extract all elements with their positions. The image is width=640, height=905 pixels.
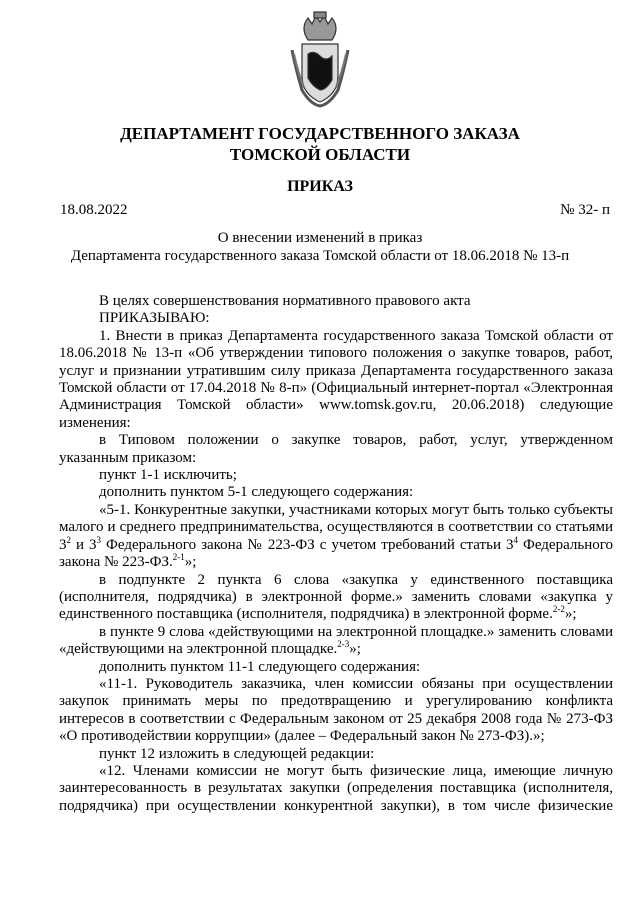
- document-body: [59, 293, 613, 815]
- paragraph: 1. Внести в приказ Департамента государственного заказа Томской области от 18.06.2018 № 13-п «Об утверждении типового положения о закупке товаров, работ, услуг и признании утратившим силу приказа Департамента государственного заказа Томской области от 17.04.2018 № 8-п» (Официальный интернет-портал «Электронная Администрация Томской области» www.tomsk.gov.ru, 20.06.2018) следующие изменения:: [59, 327, 613, 431]
- paragraph: «11-1. Руководитель заказчика, член комиссии обязаны при осуществлении закупок принимать меры по предотвращению и урегулированию конфликта интересов в соответствии с Федеральным законом от 25 декабря 2008 года № 273-ФЗ «О противодействии коррупции» (далее – Федеральный закон № 273-ФЗ).»;: [59, 675, 613, 745]
- paragraph: «5-1. Конкурентные закупки, участниками которых могут быть только субъекты малого и среднего предпринимательства, осуществляются в соответствии со статьями $3^2$ и $3^3$ Федерального закона № 223-ФЗ с учетом требований статьи $3^4$ Федерального закона № 223-ФЗ.$^{2-1}$»;: [59, 501, 614, 571]
- paragraph: в пункте 9 слова «действующими на электронной площадке.» заменить словами «действующими на электронной площадке.$^{2-3}$»;: [59, 623, 613, 658]
- subject-line2: Департамента государственного заказа Томской области от 18.06.2018 № 13-п: [70, 248, 570, 264]
- paragraph: пункт 1-1 исключить;: [99, 467, 237, 484]
- doc-number: № 32- п: [560, 202, 610, 218]
- org-name-line2: ТОМСКОЙ ОБЛАСТИ: [229, 145, 411, 164]
- paragraph: ПРИКАЗЫВАЮ:: [99, 310, 210, 327]
- paragraph: дополнить пунктом 5-1 следующего содержания:: [99, 484, 414, 501]
- paragraph: дополнить пунктом 11-1 следующего содержания:: [99, 658, 421, 675]
- coat-of-arms-icon: [290, 10, 350, 110]
- subject-line1: О внесении изменений в приказ: [217, 230, 423, 246]
- org-name-line1: ДЕПАРТАМЕНТ ГОСУДАРСТВЕННОГО ЗАКАЗА: [120, 124, 520, 143]
- paragraph: В целях совершенствования нормативного правового акта: [99, 293, 471, 309]
- doc-date: 18.08.2022: [60, 202, 128, 218]
- doc-type: ПРИКАЗ: [287, 178, 353, 195]
- paragraph: пункт 12 изложить в следующей редакции:: [99, 745, 375, 762]
- paragraph: в Типовом положении о закупке товаров, работ, услуг, утвержденном указанным приказом:: [59, 432, 613, 466]
- paragraph: «12. Членами комиссии не могут быть физические лица, имеющие личную заинтересованность в результатах закупки (определения поставщика (исполнителя, подрядчика) при осуществлении конкурентной закупки), в том числе физические: [59, 762, 613, 814]
- paragraph: в подпункте 2 пункта 6 слова «закупка у единственного поставщика (исполнителя, подрядчика) в электронной форме.» заменить словами «закупка у единственного поставщика (исполнителя, подрядчика) в электронной форме.$^{2-2}$»;: [59, 571, 613, 623]
